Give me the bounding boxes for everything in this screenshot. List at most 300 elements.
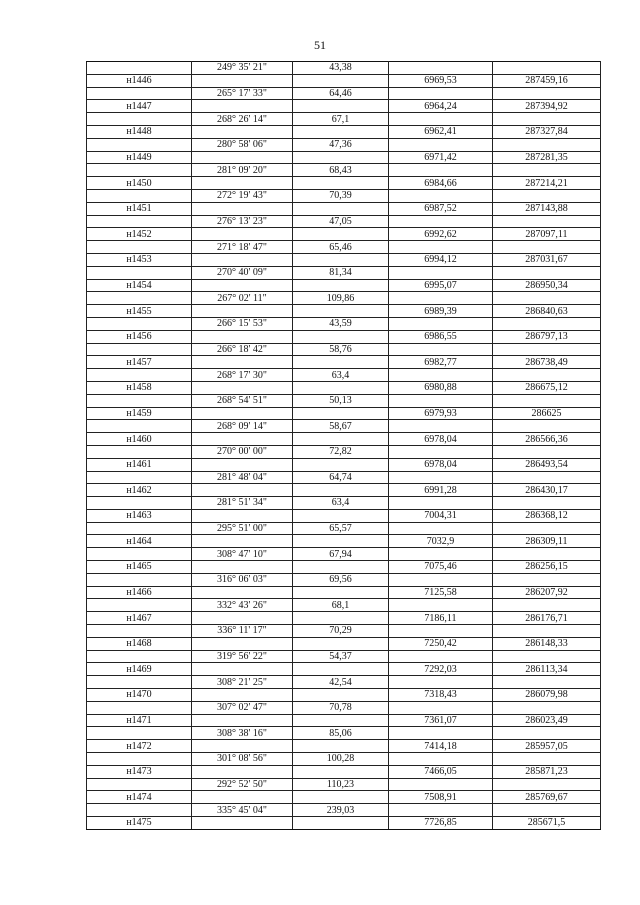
length-cell: 70,29 (293, 625, 389, 638)
length-cell (293, 714, 389, 727)
length-cell (293, 509, 389, 522)
y-coordinate-cell: 286368,12 (493, 509, 601, 522)
point-row (87, 279, 601, 292)
y-coordinate-cell: 286176,71 (493, 612, 601, 625)
bearing-cell: 266° 15' 53" (192, 317, 293, 330)
length-cell: 65,57 (293, 522, 389, 535)
y-coordinate-cell: 286625 (493, 407, 601, 420)
point-row (87, 637, 601, 650)
length-cell: 64,46 (293, 87, 389, 100)
x-coordinate-cell: 7292,03 (389, 663, 493, 676)
bearing-cell: 281° 48' 04" (192, 471, 293, 484)
x-coordinate-cell: 6971,42 (389, 151, 493, 164)
point-cell: н1446 (87, 74, 192, 87)
point-cell (87, 87, 192, 100)
y-coordinate-cell: 286950,34 (493, 279, 601, 292)
point-cell (87, 445, 192, 458)
point-cell: н1452 (87, 228, 192, 241)
y-coordinate-cell: 286309,11 (493, 535, 601, 548)
length-cell (293, 202, 389, 215)
bearing-cell: 335° 45' 04" (192, 804, 293, 817)
segment-row (87, 87, 601, 100)
bearing-cell: 280° 58' 06" (192, 138, 293, 151)
bearing-cell (192, 535, 293, 548)
segment-row (87, 164, 601, 177)
y-coordinate-cell: 287143,88 (493, 202, 601, 215)
x-coordinate-cell (389, 189, 493, 202)
y-coordinate-cell (493, 804, 601, 817)
point-cell: н1468 (87, 637, 192, 650)
bearing-cell: 301° 08' 56" (192, 753, 293, 766)
bearing-cell (192, 356, 293, 369)
point-cell (87, 573, 192, 586)
point-cell (87, 292, 192, 305)
x-coordinate-cell: 7004,31 (389, 509, 493, 522)
length-cell (293, 689, 389, 702)
point-cell (87, 727, 192, 740)
point-cell: н1449 (87, 151, 192, 164)
x-coordinate-cell (389, 497, 493, 510)
point-cell: н1467 (87, 612, 192, 625)
y-coordinate-cell (493, 292, 601, 305)
length-cell (293, 612, 389, 625)
point-cell: н1465 (87, 561, 192, 574)
length-cell (293, 484, 389, 497)
segment-row (87, 676, 601, 689)
length-cell: 68,1 (293, 599, 389, 612)
length-cell (293, 356, 389, 369)
bearing-cell: 319° 56' 22" (192, 650, 293, 663)
bearing-cell: 332° 43' 26" (192, 599, 293, 612)
point-cell: н1447 (87, 100, 192, 113)
length-cell: 43,59 (293, 317, 389, 330)
x-coordinate-cell (389, 548, 493, 561)
length-cell (293, 637, 389, 650)
point-row (87, 817, 601, 830)
point-cell (87, 778, 192, 791)
point-row (87, 381, 601, 394)
x-coordinate-cell (389, 317, 493, 330)
x-coordinate-cell (389, 241, 493, 254)
x-coordinate-cell (389, 445, 493, 458)
y-coordinate-cell: 287327,84 (493, 125, 601, 138)
x-coordinate-cell: 6982,77 (389, 356, 493, 369)
x-coordinate-cell (389, 164, 493, 177)
bearing-cell: 268° 54' 51" (192, 394, 293, 407)
point-cell (87, 215, 192, 228)
y-coordinate-cell (493, 138, 601, 151)
point-row (87, 202, 601, 215)
bearing-cell (192, 177, 293, 190)
y-coordinate-cell (493, 548, 601, 561)
point-cell: н1474 (87, 791, 192, 804)
point-row (87, 228, 601, 241)
bearing-cell: 308° 38' 16" (192, 727, 293, 740)
y-coordinate-cell (493, 599, 601, 612)
y-coordinate-cell: 286566,36 (493, 433, 601, 446)
length-cell (293, 535, 389, 548)
y-coordinate-cell (493, 189, 601, 202)
length-cell: 63,4 (293, 369, 389, 382)
segment-row (87, 113, 601, 126)
x-coordinate-cell (389, 753, 493, 766)
y-coordinate-cell (493, 369, 601, 382)
length-cell: 47,36 (293, 138, 389, 151)
bearing-cell (192, 279, 293, 292)
point-row (87, 765, 601, 778)
y-coordinate-cell (493, 753, 601, 766)
segment-row (87, 317, 601, 330)
x-coordinate-cell (389, 113, 493, 126)
x-coordinate-cell (389, 522, 493, 535)
bearing-cell (192, 509, 293, 522)
length-cell (293, 125, 389, 138)
y-coordinate-cell (493, 650, 601, 663)
y-coordinate-cell: 285671,5 (493, 817, 601, 830)
point-cell (87, 369, 192, 382)
y-coordinate-cell: 285957,05 (493, 740, 601, 753)
bearing-cell (192, 637, 293, 650)
bearing-cell (192, 330, 293, 343)
bearing-cell (192, 381, 293, 394)
point-row (87, 433, 601, 446)
point-cell (87, 189, 192, 202)
point-row (87, 714, 601, 727)
bearing-cell: 268° 26' 14" (192, 113, 293, 126)
y-coordinate-cell (493, 420, 601, 433)
length-cell (293, 791, 389, 804)
point-row (87, 177, 601, 190)
y-coordinate-cell (493, 778, 601, 791)
x-coordinate-cell: 7186,11 (389, 612, 493, 625)
point-cell: н1472 (87, 740, 192, 753)
bearing-cell (192, 228, 293, 241)
point-cell: н1451 (87, 202, 192, 215)
bearing-cell: 292° 52' 50" (192, 778, 293, 791)
point-cell (87, 343, 192, 356)
y-coordinate-cell (493, 113, 601, 126)
bearing-cell: 308° 21' 25" (192, 676, 293, 689)
length-cell (293, 74, 389, 87)
point-cell (87, 138, 192, 151)
y-coordinate-cell: 287214,21 (493, 177, 601, 190)
y-coordinate-cell: 285871,23 (493, 765, 601, 778)
bearing-cell: 276° 13' 23" (192, 215, 293, 228)
bearing-cell: 268° 17' 30" (192, 369, 293, 382)
bearing-cell (192, 484, 293, 497)
x-coordinate-cell (389, 625, 493, 638)
bearing-cell (192, 586, 293, 599)
length-cell (293, 765, 389, 778)
y-coordinate-cell (493, 215, 601, 228)
length-cell: 69,56 (293, 573, 389, 586)
bearing-cell: 265° 17' 33" (192, 87, 293, 100)
length-cell (293, 458, 389, 471)
point-cell (87, 394, 192, 407)
point-row (87, 689, 601, 702)
bearing-cell: 266° 18' 42" (192, 343, 293, 356)
y-coordinate-cell: 285769,67 (493, 791, 601, 804)
x-coordinate-cell: 7414,18 (389, 740, 493, 753)
point-row (87, 791, 601, 804)
bearing-cell (192, 151, 293, 164)
x-coordinate-cell: 6989,39 (389, 305, 493, 318)
x-coordinate-cell (389, 138, 493, 151)
length-cell (293, 305, 389, 318)
x-coordinate-cell (389, 727, 493, 740)
segment-row (87, 625, 601, 638)
page-number: 51 (314, 38, 326, 52)
segment-row (87, 727, 601, 740)
y-coordinate-cell (493, 522, 601, 535)
point-cell (87, 753, 192, 766)
point-cell (87, 676, 192, 689)
point-cell: н1473 (87, 765, 192, 778)
length-cell (293, 177, 389, 190)
coordinates-table-body (87, 62, 601, 830)
segment-row (87, 266, 601, 279)
x-coordinate-cell: 6980,88 (389, 381, 493, 394)
point-cell (87, 548, 192, 561)
length-cell (293, 663, 389, 676)
y-coordinate-cell: 286738,49 (493, 356, 601, 369)
x-coordinate-cell: 6994,12 (389, 253, 493, 266)
bearing-cell (192, 663, 293, 676)
segment-row (87, 215, 601, 228)
segment-row (87, 497, 601, 510)
point-cell (87, 522, 192, 535)
point-row (87, 74, 601, 87)
x-coordinate-cell: 6992,62 (389, 228, 493, 241)
x-coordinate-cell: 7466,05 (389, 765, 493, 778)
bearing-cell (192, 74, 293, 87)
length-cell (293, 433, 389, 446)
bearing-cell: 272° 19' 43" (192, 189, 293, 202)
point-cell (87, 164, 192, 177)
y-coordinate-cell: 286023,49 (493, 714, 601, 727)
y-coordinate-cell (493, 701, 601, 714)
length-cell (293, 561, 389, 574)
x-coordinate-cell (389, 420, 493, 433)
x-coordinate-cell (389, 343, 493, 356)
point-row (87, 330, 601, 343)
bearing-cell: 271° 18' 47" (192, 241, 293, 254)
x-coordinate-cell: 6962,41 (389, 125, 493, 138)
point-cell (87, 701, 192, 714)
x-coordinate-cell: 6991,28 (389, 484, 493, 497)
y-coordinate-cell (493, 727, 601, 740)
segment-row (87, 573, 601, 586)
point-cell (87, 497, 192, 510)
x-coordinate-cell: 6986,55 (389, 330, 493, 343)
bearing-cell: 267° 02' 11" (192, 292, 293, 305)
segment-row (87, 804, 601, 817)
x-coordinate-cell: 7075,46 (389, 561, 493, 574)
y-coordinate-cell: 287281,35 (493, 151, 601, 164)
point-cell: н1458 (87, 381, 192, 394)
y-coordinate-cell (493, 343, 601, 356)
point-cell: н1470 (87, 689, 192, 702)
length-cell: 54,37 (293, 650, 389, 663)
point-row (87, 100, 601, 113)
point-row (87, 561, 601, 574)
length-cell: 81,34 (293, 266, 389, 279)
bearing-cell: 316° 06' 03" (192, 573, 293, 586)
y-coordinate-cell: 286430,17 (493, 484, 601, 497)
point-cell: н1461 (87, 458, 192, 471)
y-coordinate-cell: 286113,34 (493, 663, 601, 676)
x-coordinate-cell: 7318,43 (389, 689, 493, 702)
x-coordinate-cell (389, 292, 493, 305)
segment-row (87, 522, 601, 535)
bearing-cell: 281° 51' 34" (192, 497, 293, 510)
x-coordinate-cell (389, 804, 493, 817)
bearing-cell: 281° 09' 20" (192, 164, 293, 177)
segment-row (87, 445, 601, 458)
point-cell: н1450 (87, 177, 192, 190)
length-cell (293, 228, 389, 241)
point-cell: н1471 (87, 714, 192, 727)
point-cell: н1459 (87, 407, 192, 420)
point-cell (87, 241, 192, 254)
bearing-cell: 308° 47' 10" (192, 548, 293, 561)
x-coordinate-cell (389, 701, 493, 714)
length-cell: 72,82 (293, 445, 389, 458)
length-cell: 42,54 (293, 676, 389, 689)
point-cell (87, 599, 192, 612)
length-cell (293, 407, 389, 420)
y-coordinate-cell (493, 497, 601, 510)
x-coordinate-cell: 6987,52 (389, 202, 493, 215)
bearing-cell: 295° 51' 00" (192, 522, 293, 535)
bearing-cell (192, 817, 293, 830)
bearing-cell (192, 765, 293, 778)
y-coordinate-cell: 286493,54 (493, 458, 601, 471)
point-row (87, 484, 601, 497)
bearing-cell (192, 433, 293, 446)
x-coordinate-cell: 6984,66 (389, 177, 493, 190)
x-coordinate-cell: 6964,24 (389, 100, 493, 113)
length-cell (293, 330, 389, 343)
length-cell (293, 586, 389, 599)
point-cell (87, 317, 192, 330)
bearing-cell (192, 689, 293, 702)
point-cell: н1469 (87, 663, 192, 676)
length-cell: 58,76 (293, 343, 389, 356)
x-coordinate-cell: 7726,85 (389, 817, 493, 830)
point-cell: н1453 (87, 253, 192, 266)
x-coordinate-cell: 6995,07 (389, 279, 493, 292)
point-row (87, 356, 601, 369)
y-coordinate-cell (493, 625, 601, 638)
point-row (87, 535, 601, 548)
point-cell: н1464 (87, 535, 192, 548)
y-coordinate-cell: 287394,92 (493, 100, 601, 113)
x-coordinate-cell (389, 215, 493, 228)
point-cell: н1454 (87, 279, 192, 292)
x-coordinate-cell: 6978,04 (389, 458, 493, 471)
length-cell: 50,13 (293, 394, 389, 407)
x-coordinate-cell: 7125,58 (389, 586, 493, 599)
length-cell (293, 740, 389, 753)
point-cell: н1460 (87, 433, 192, 446)
point-cell (87, 471, 192, 484)
segment-row (87, 420, 601, 433)
bearing-cell (192, 202, 293, 215)
y-coordinate-cell: 286256,15 (493, 561, 601, 574)
length-cell (293, 100, 389, 113)
point-row (87, 407, 601, 420)
point-row (87, 509, 601, 522)
length-cell: 43,38 (293, 62, 389, 75)
point-cell: н1448 (87, 125, 192, 138)
x-coordinate-cell (389, 62, 493, 75)
length-cell (293, 817, 389, 830)
bearing-cell (192, 125, 293, 138)
length-cell: 109,86 (293, 292, 389, 305)
length-cell (293, 151, 389, 164)
length-cell: 70,78 (293, 701, 389, 714)
x-coordinate-cell: 6979,93 (389, 407, 493, 420)
segment-row (87, 343, 601, 356)
point-row (87, 305, 601, 318)
y-coordinate-cell: 286797,13 (493, 330, 601, 343)
bearing-cell: 270° 40' 09" (192, 266, 293, 279)
length-cell: 63,4 (293, 497, 389, 510)
point-row (87, 253, 601, 266)
bearing-cell: 336° 11' 17" (192, 625, 293, 638)
length-cell: 67,94 (293, 548, 389, 561)
segment-row (87, 62, 601, 75)
x-coordinate-cell: 6969,53 (389, 74, 493, 87)
x-coordinate-cell (389, 471, 493, 484)
point-cell (87, 113, 192, 126)
segment-row (87, 138, 601, 151)
y-coordinate-cell (493, 676, 601, 689)
y-coordinate-cell (493, 241, 601, 254)
point-cell: н1475 (87, 817, 192, 830)
point-cell: н1455 (87, 305, 192, 318)
length-cell (293, 279, 389, 292)
segment-row (87, 369, 601, 382)
y-coordinate-cell (493, 445, 601, 458)
bearing-cell (192, 791, 293, 804)
point-cell (87, 650, 192, 663)
segment-row (87, 189, 601, 202)
bearing-cell: 249° 35' 21" (192, 62, 293, 75)
bearing-cell: 268° 09' 14" (192, 420, 293, 433)
point-cell (87, 266, 192, 279)
length-cell: 65,46 (293, 241, 389, 254)
y-coordinate-cell: 286148,33 (493, 637, 601, 650)
point-row (87, 663, 601, 676)
segment-row (87, 241, 601, 254)
length-cell (293, 253, 389, 266)
point-row (87, 740, 601, 753)
point-cell: н1462 (87, 484, 192, 497)
y-coordinate-cell (493, 164, 601, 177)
point-cell: н1457 (87, 356, 192, 369)
y-coordinate-cell: 286207,92 (493, 586, 601, 599)
y-coordinate-cell: 286675,12 (493, 381, 601, 394)
length-cell: 70,39 (293, 189, 389, 202)
bearing-cell: 307° 02' 47" (192, 701, 293, 714)
point-cell (87, 804, 192, 817)
segment-row (87, 394, 601, 407)
bearing-cell (192, 714, 293, 727)
length-cell: 110,23 (293, 778, 389, 791)
segment-row (87, 778, 601, 791)
